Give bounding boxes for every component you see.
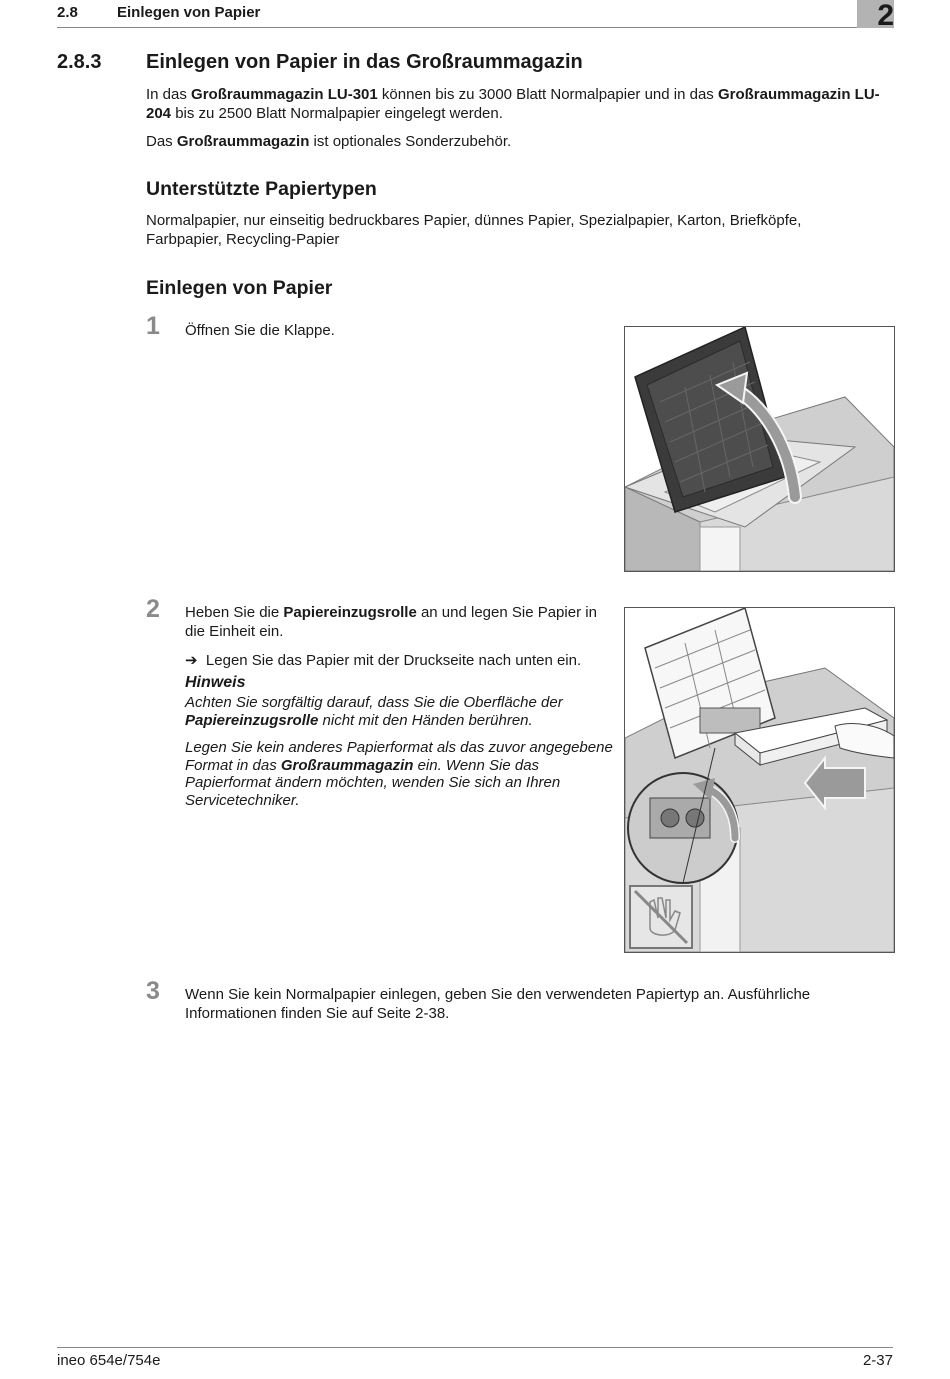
hint-title: Hinweis	[185, 674, 246, 691]
loading-heading: Einlegen von Papier	[146, 277, 333, 299]
step-1-text: Öffnen Sie die Klappe.	[185, 322, 335, 339]
load-paper-illustration	[625, 608, 894, 952]
supported-paper-heading: Unterstützte Papiertypen	[146, 178, 377, 200]
footer-page-number: 2-37	[862, 1352, 893, 1369]
chapter-number: 2	[877, 0, 894, 32]
section-number: 2.8.3	[57, 51, 102, 73]
step-2-number: 2	[146, 595, 160, 623]
hint-paragraph-2: Legen Sie kein anderes Papierformat als das zuvor angegebene Format in das Großraummagazin ein. Wenn Sie das Papierformat ändern möchten, wenden Sie sich an Ihren Servicetechniker.	[185, 739, 613, 809]
arrow-right-icon: ➔	[185, 652, 198, 669]
intro-paragraph-2: Das Großraummagazin ist optionales Sonderzubehör.	[146, 133, 512, 150]
header-divider	[57, 27, 893, 28]
step-2-text: Heben Sie die Papiereinzugsrolle an und legen Sie Papier in die Einheit ein.	[185, 604, 597, 640]
step-3-text: Wenn Sie kein Normalpapier einlegen, geben Sie den verwendeten Papiertyp an. Ausführliche Informationen finden Sie auf Seite 2-38.	[185, 986, 811, 1022]
footer-model: ineo 654e/754e	[57, 1352, 161, 1369]
footer-divider	[57, 1347, 893, 1348]
section-title: Einlegen von Papier in das Großraummagazin	[146, 51, 583, 73]
figure-open-cover	[624, 326, 895, 572]
step-3-number: 3	[146, 977, 160, 1005]
header-section-number: 2.8	[57, 4, 78, 21]
step-2-substep: ➔ Legen Sie das Papier mit der Druckseite nach unten ein.	[185, 652, 582, 669]
figure-load-paper	[624, 607, 895, 953]
supported-paper-text: Normalpapier, nur einseitig bedruckbares Papier, dünnes Papier, Spezialpapier, Karton, Briefköpfe, Farbpapier, Recycling-Papier	[146, 212, 802, 248]
intro-paragraph-1: In das Großraummagazin LU-301 können bis zu 3000 Blatt Normalpapier und in das Großraummagazin LU-204 bis zu 2500 Blatt Normalpapier eingelegt werden.	[146, 86, 880, 122]
open-cover-illustration	[625, 327, 894, 571]
header-section-title: Einlegen von Papier	[117, 4, 261, 21]
hint-paragraph-1: Achten Sie sorgfältig darauf, dass Sie die Oberfläche der Papiereinzugsrolle nicht mit den Händen berühren.	[185, 694, 563, 729]
step-1-number: 1	[146, 312, 160, 340]
